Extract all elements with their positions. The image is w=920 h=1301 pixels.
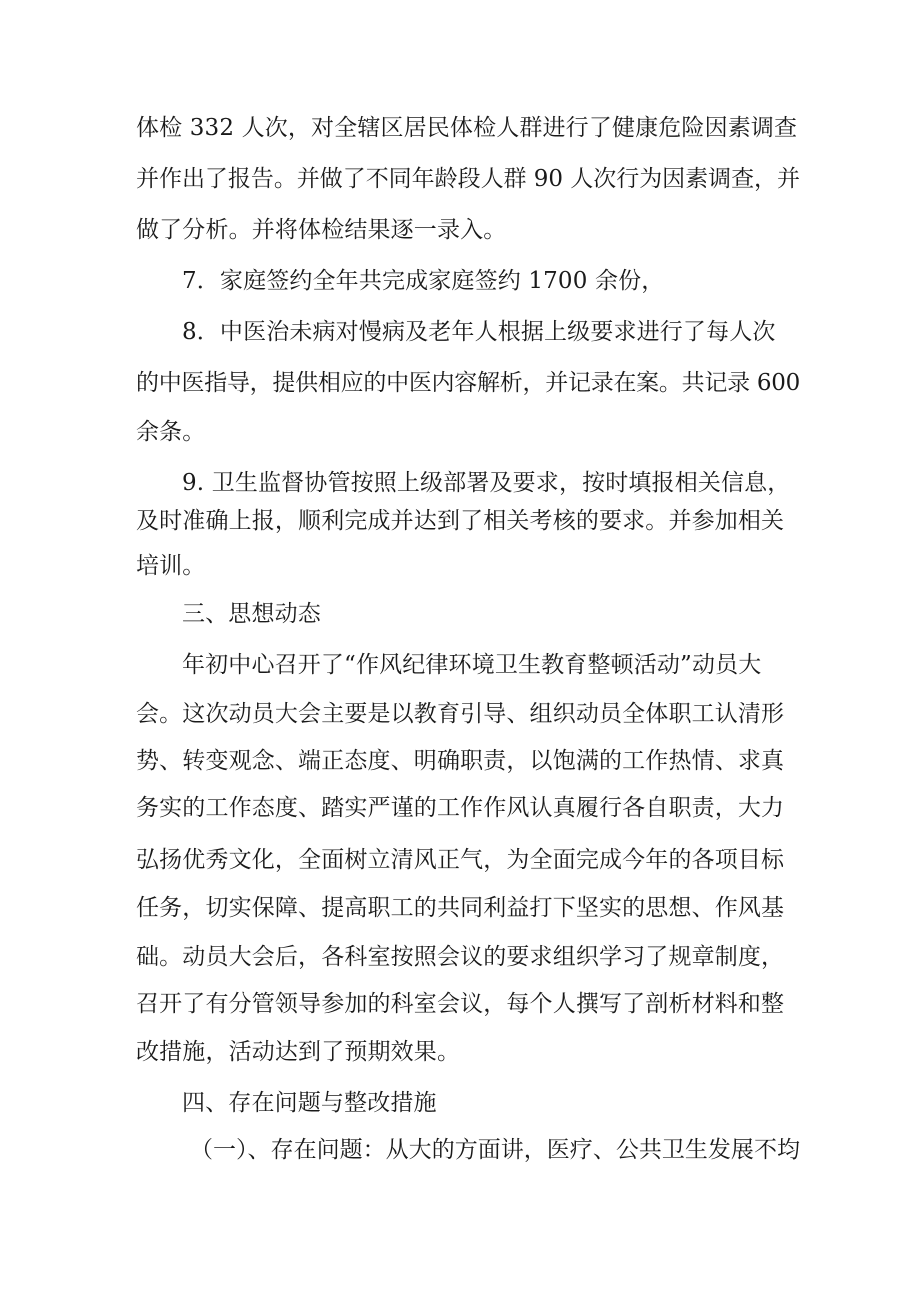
text-line: 势、转变观念、端正态度、明确职责，以饱满的工作热情、求真 bbox=[136, 748, 785, 774]
text-line: 改措施，活动达到了预期效果。 bbox=[136, 1039, 461, 1065]
text-line: 弘扬优秀文化，全面树立清风正气，为全面完成今年的各项目标 bbox=[136, 847, 785, 873]
text-line: 础。动员大会后，各科室按照会议的要求组织学习了规章制度， bbox=[136, 944, 785, 970]
text-line: 并作出了报告。并做了不同年龄段人群 90 人次行为因素调查，并 bbox=[136, 166, 800, 192]
text-line: 及时准确上报，顺利完成并达到了相关考核的要求。并参加相关 bbox=[136, 508, 785, 534]
text-line: 体检 332 人次，对全辖区居民体检人群进行了健康危险因素调查 bbox=[136, 115, 798, 141]
text-line: 任务，切实保障、提高职工的共同利益打下坚实的思想、作风基 bbox=[136, 895, 785, 921]
text-line: 余条。 bbox=[136, 419, 206, 445]
text-line: 的中医指导，提供相应的中医内容解析，并记录在案。共记录 600 bbox=[136, 370, 800, 396]
text-line: 会。这次动员大会主要是以教育引导、组织动员全体职工认清形 bbox=[136, 701, 785, 727]
section-heading: 四、存在问题与整改措施 bbox=[182, 1090, 437, 1116]
text-line: 8．中医治未病对慢病及老年人根据上级要求进行了每人次 bbox=[182, 319, 776, 345]
text-line: 务实的工作态度、踏实严谨的工作作风认真履行各自职责，大力 bbox=[136, 795, 785, 821]
text-line: 召开了有分管领导参加的科室会议，每个人撰写了剖析材料和整 bbox=[136, 991, 785, 1017]
text-line: （一）、存在问题：从大的方面讲，医疗、公共卫生发展不均 bbox=[190, 1137, 800, 1163]
text-line: 7．家庭签约全年共完成家庭签约 1700 余份， bbox=[182, 268, 665, 294]
text-line: 9. 卫生监督协管按照上级部署及要求，按时填报相关信息， bbox=[182, 470, 791, 496]
text-line: 年初中心召开了“作风纪律环境卫生教育整顿活动”动员大 bbox=[182, 652, 762, 678]
text-line: 做了分析。并将体检结果逐一录入。 bbox=[136, 217, 507, 243]
section-heading: 三、思想动态 bbox=[182, 601, 321, 627]
text-line: 培训。 bbox=[136, 553, 206, 579]
